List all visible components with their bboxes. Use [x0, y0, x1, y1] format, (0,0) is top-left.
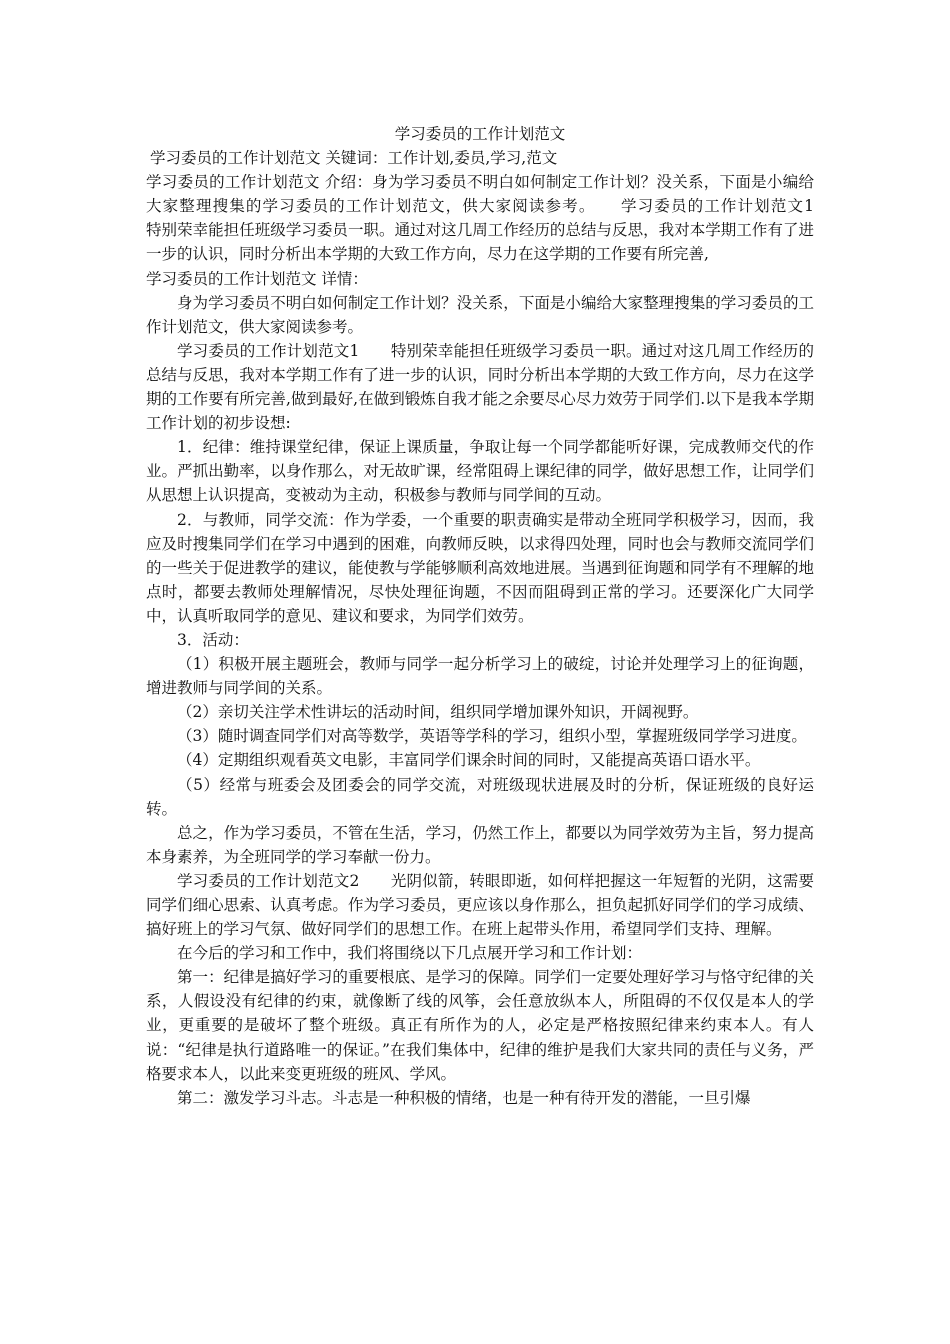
paragraph: 2．与教师，同学交流：作为学委，一个重要的职责确实是带动全班同学积极学习，因而，我应及时搜集同学们在学习中遇到的困难，向教师反映，以求得四处理，同时也会与教师交流同学们的一些关于促进教学的建议，能使教与学能够顺利高效地进展。当遇到征询题和同学有不理解的地点时，都要去教师处理解情况，尽快处理征询题，不因而阻碍到正常的学习。还要深化广大同学中，认真听取同学的意见、建议和要求，为同学们效劳。	[146, 510, 814, 625]
document-title: 学习委员的工作计划范文	[394, 125, 566, 143]
list-item: （3）随时调查同学们对高等数学，英语等学科的学习，组织小型，掌握班级同学学习进度。	[177, 727, 807, 746]
paragraph: 在今后的学习和工作中，我们将围绕以下几点展开学习和工作计划：	[177, 944, 643, 963]
paragraph: 第二：激发学习斗志。斗志是一种积极的情绪，也是一种有待开发的潜能，一旦引爆	[177, 1088, 751, 1107]
intro-line: 学习委员的工作计划范文 介绍：身为学习委员不明白如何制定工作计划？没关系，下面是小编给大家整理搜集的学习委员的工作计划范文，供大家阅读参考。 学习委员的工作计划范文1 特别荣幸能担任班级学习委员一职。通过对这几周工作经历的总结与反思，我对本学期工作有了进一步的认识，同时分析出本学期的大致工作方向，尽力在这学期的工作要有所完善,	[146, 173, 846, 264]
paragraph: 第一：纪律是搞好学习的重要根底、是学习的保障。同学们一定要处理好学习与恪守纪律的关系，人假设没有纪律的约束，就像断了线的风筝，会任意放纵本人，所阻碍的不仅仅是本人的学业，更重要的是破坏了整个班级。真正有所作为的人，必定是严格按照纪律来约束本人。有人说：“纪律是执行道路唯一的保证。”在我们集体中，纪律的维护是我们大家共同的责任与义务，严格要求本人，以此来变更班级的班风、学风。	[146, 968, 814, 1083]
paragraph: 1．纪律：维持课堂纪律，保证上课质量，争取让每一个同学都能听好课，完成教师交代的作业。严抓出勤率，以身作那么，对无故旷课，经常阻碍上课纪律的同学，做好思想工作，让同学们从思想上认识提高，变被动为主动，积极参与教师与同学间的互动。	[146, 438, 814, 505]
keywords-line: 学习委员的工作计划范文 关键词：工作计划,委员,学习,范文	[150, 149, 558, 168]
document-page	[146, 122, 846, 1110]
list-item: （4）定期组织观看英文电影，丰富同学们课余时间的同时，又能提高英语口语水平。	[177, 751, 761, 770]
list-item: （2）亲切关注学术性讲坛的活动时间，组织同学增加课外知识，开阔视野。	[177, 703, 699, 722]
paragraph: 学习委员的工作计划范文1 特别荣幸能担任班级学习委员一职。通过对这几周工作经历的总结与反思，我对本学期工作有了进一步的认识，同时分析出本学期的大致工作方向，尽力在这学期的工作要有所完善,做到最好,在做到锻炼自我才能之余要尽心尽力效劳于同学们.以下是我本学期工作计划的初步设想:	[146, 341, 814, 433]
list-item: （1）积极开展主题班会，教师与同学一起分析学习上的破绽，讨论并处理学习上的征询题，增进教师与同学间的关系。	[146, 655, 814, 698]
paragraph: 学习委员的工作计划范文2 光阴似箭，转眼即逝，如何样把握这一年短暂的光阴，这需要同学们细心思索、认真考虑。作为学习委员，更应该以身作那么，担负起抓好同学们的学习成绩、搞好班上的学习气氛、做好同学们的思想工作。在班上起带头作用，希望同学们支持、理解。	[146, 871, 814, 939]
list-item: （5）经常与班委会及团委会的同学交流，对班级现状进展及时的分析，保证班级的良好运转。	[146, 775, 814, 818]
paragraph: 身为学习委员不明白如何制定工作计划？没关系，下面是小编给大家整理搜集的学习委员的工作计划范文，供大家阅读参考。	[146, 293, 814, 336]
details-heading: 学习委员的工作计划范文 详情：	[146, 269, 368, 288]
paragraph: 总之，作为学习委员，不管在生活，学习，仍然工作上，都要以为同学效劳为主旨，努力提高本身素养，为全班同学的学习奉献一份力。	[146, 823, 814, 866]
paragraph: 3．活动：	[177, 630, 249, 649]
